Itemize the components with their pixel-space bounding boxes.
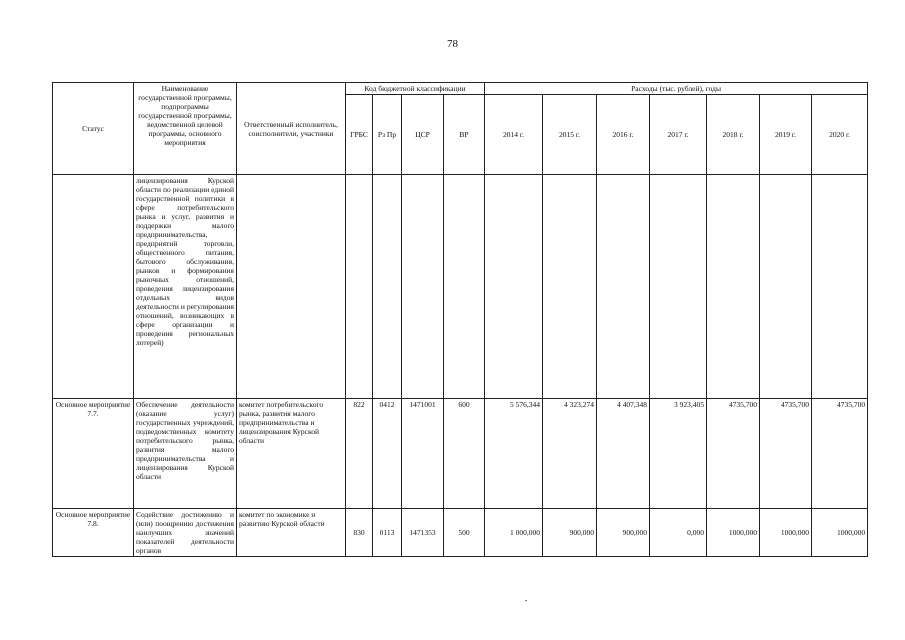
row-value-2017 [650,175,707,399]
row-value-2015 [543,175,597,399]
header-grbs: ГРБС [346,95,373,175]
header-year-2018: 2018 г. [707,95,760,175]
header-year-2020: 2020 г. [812,95,868,175]
budget-table [52,82,868,557]
row-csr: 1471001 [402,399,444,509]
row-value-2020: 4735,700 [812,399,868,509]
header-vr: ВР [444,95,485,175]
row-value-2014: 1 000,000 [485,509,543,557]
header-csr: ЦСР [402,95,444,175]
header-status: Статус [53,83,134,175]
row-rzpr: 0412 [373,399,402,509]
row-status: Основное мероприятие 7.8. [53,509,134,557]
row-status [53,175,134,399]
row-grbs: 830 [346,509,373,557]
row-value-2020 [812,175,868,399]
row-value-2017: 3 923,405 [650,399,707,509]
header-year-2017: 2017 г. [650,95,707,175]
header-budget-code: Код бюджетной классификации [346,83,485,95]
row-value-2018: 1000,000 [707,509,760,557]
row-grbs: 822 [346,399,373,509]
table-row [53,509,868,557]
row-value-2014 [485,175,543,399]
row-grbs [346,175,373,399]
row-rzpr: 0113 [373,509,402,557]
header-rzpr: Рз Пр [373,95,402,175]
row-value-2019 [760,175,812,399]
row-executor: комитет потребительского рынка, развития малого предпринимательства и лицензирования Курской области [237,399,346,509]
page-number: 78 [447,38,458,50]
row-vr: 500 [444,509,485,557]
row-value-2018: 4735,700 [707,399,760,509]
table-row [53,399,868,509]
row-csr: 1471353 [402,509,444,557]
scan-speck [525,600,527,601]
row-value-2014: 5 576,344 [485,399,543,509]
row-value-2015: 900,000 [543,509,597,557]
row-name: лицензирования Курской области по реализации единой государственной политики в сфере потребительского рынка и услуг, развития и поддержки малого предпринимательства, предприятий торговли, общественного питания, бытового обслуживания, рынков и формирования рыночных отношений, проведения лицензирования отдельных видов деятельности и регулирования отношений, возникающих в сфере организации и проведения региональных лотерей) [134,175,237,399]
row-value-2016: 4 407,348 [597,399,650,509]
header-year-2015: 2015 г. [543,95,597,175]
row-vr [444,175,485,399]
row-status: Основное мероприятие 7.7. [53,399,134,509]
row-executor: комитет по экономике и развитию Курской области [237,509,346,557]
row-name: Обеспечение деятельности (оказание услуг) государственных учреждений, подведомственных комитету потребительского рынка, развития малого предпринимательства и лицензирования Курской области [134,399,237,509]
row-value-2016: 900,000 [597,509,650,557]
row-vr: 600 [444,399,485,509]
header-name: Наименование государственной программы, подпрограммы государственной программы, ведомственной целевой программы, основного мероприятия [134,83,237,175]
row-executor [237,175,346,399]
row-value-2018 [707,175,760,399]
header-year-2014: 2014 г. [485,95,543,175]
row-value-2017: 0,000 [650,509,707,557]
header-year-2019: 2019 г. [760,95,812,175]
header-expenses: Расходы (тыс. рублей), годы [485,83,868,95]
header-year-2016: 2016 г. [597,95,650,175]
row-csr [402,175,444,399]
row-value-2016 [597,175,650,399]
row-value-2015: 4 323,274 [543,399,597,509]
row-value-2020: 1000,000 [812,509,868,557]
row-value-2019: 1000,000 [760,509,812,557]
row-value-2019: 4735,700 [760,399,812,509]
row-name: Содействие достижению и (или) поощрению достижения наилучших значений показателей деятельности органов [134,509,237,557]
table-row [53,175,868,399]
header-executor: Ответственный исполнитель, соисполнители, участники [237,83,346,175]
row-rzpr [373,175,402,399]
